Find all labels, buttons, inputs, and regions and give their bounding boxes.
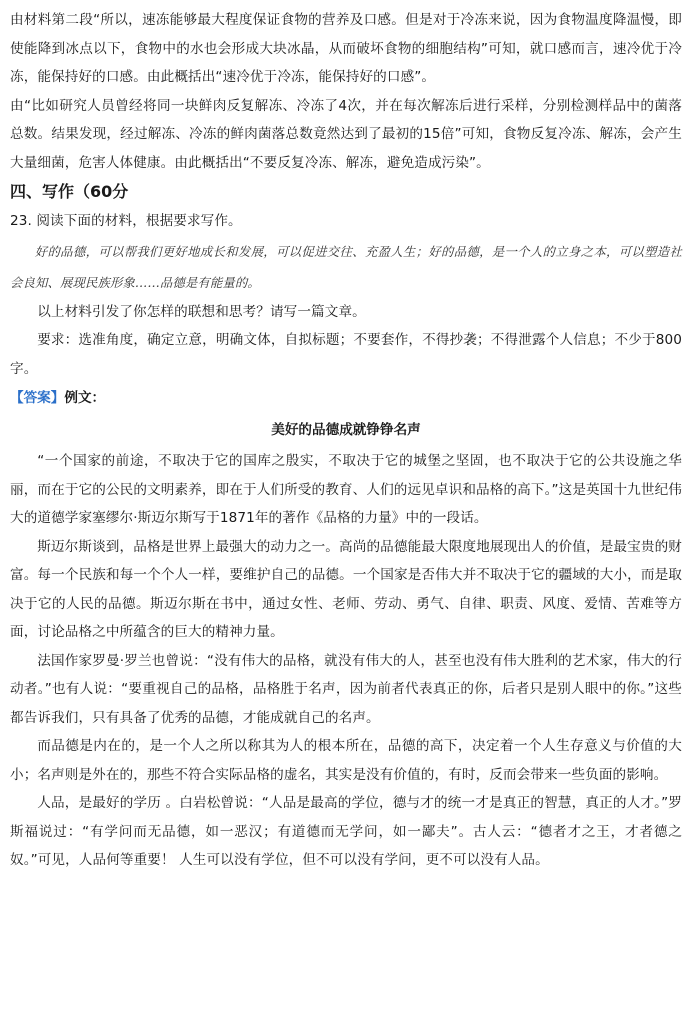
writing-prompt: 以上材料引发了你怎样的联想和思考？请写一篇文章。 — [37, 303, 366, 320]
answer-label: 例文： — [64, 390, 106, 406]
analysis-paragraph-2: 由“比如研究人员曾经将同一块鲜肉反复解冻、冷冻了4次，并在每次解冻后进行采样，分别检测样品中的菌落总数。结果发现，经过解冻、冷冻的鲜肉菌落总数竟然达到了最初的15倍”可知，食物反复冷冻、解冻，会产生大量细菌，危害人体健康。由此概括出“不要反复冷冻、解冻，避免造成污染”。 — [10, 97, 682, 171]
answer-line — [10, 383, 682, 413]
answer-tag: 【答案】 — [10, 390, 65, 406]
writing-material: 好的品德，可以帮我们更好地成长和发展，可以促进交往、充盈人生；好的品德，是一个人的立身之本，可以塑造社会良知、展现民族形象……品德是有能量的。 — [10, 243, 682, 290]
essay-paragraph: “一个国家的前途，不取决于它的国库之殷实，不取决于它的城堡之坚固，也不取决于它的公共设施之华丽，而在于它的公民的文明素养，即在于人们所受的教育、人们的远见卓识和品格的高下。”这是英国十九世纪伟大的道德学家塞缪尔·斯迈尔斯写于1871年的著作《品格的力量》中的一段话。 — [10, 453, 682, 526]
analysis-paragraph-1: 由材料第二段“所以，速冻能够最大程度保证食物的营养及口感。但是对于冷冻来说，因为食物温度降温慢，即使能降到冰点以下，食物中的水也会形成大块冰晶，从而破坏食物的细胞结构”可知，就口感而言，速冷优于冷冻，能保持好的口感。由此概括出“速冷优于冷冻，能保持好的口感”。 — [10, 12, 682, 85]
essay-paragraph: 斯迈尔斯谈到，品格是世界上最强大的动力之一。高尚的品德能最大限度地展现出人的价值，是最宝贵的财富。每一个民族和每一个个人一样，要维护自己的品德。一个国家是否伟大并不取决于它的疆域的大小，而是取决于它的人民的品德。斯迈尔斯在书中，通过女性、老师、劳动、勇气、自律、职责、风度、爱情、苦难等方面，讨论品格之中所蕴含的巨大的精神力量。 — [10, 538, 682, 640]
essay-title: 美好的品德成就铮铮名声 — [271, 422, 421, 438]
writing-question: 23. 阅读下面的材料，根据要求写作。 — [10, 213, 242, 229]
writing-section-heading: 四、写作（60分 — [10, 182, 129, 201]
essay-paragraph: 而品德是内在的，是一个人之所以称其为人的根本所在，品德的高下，决定着一个人生存意义与价值的大小；名声则是外在的，那些不符合实际品格的虚名，其实是没有价值的，有时，反而会带来一些负面的影响。 — [10, 738, 682, 783]
essay-paragraph: 法国作家罗曼·罗兰也曾说：“没有伟大的品格，就没有伟大的人，甚至也没有伟大胜利的艺术家，伟大的行动者。”也有人说：“要重视自己的品格，品格胜于名声，因为前者代表真正的你，后者只是别人眼中的你。”这些都告诉我们，只有具备了优秀的品德，才能成就自己的名声。 — [10, 652, 682, 726]
writing-requirement: 要求：选准角度，确定立意，明确文体，自拟标题；不要套作，不得抄袭；不得泄露个人信息；不少于800字。 — [10, 332, 682, 377]
essay-paragraph: 人品，是最好的学历 。白岩松曾说：“人品是最高的学位，德与才的统一才是真正的智慧，真正的人才。”罗斯福说过：“有学问而无品德，如一恶汉；有道德而无学问，如一鄙夫”。古人云：“德者才之王，才者德之奴。”可见，人品何等重要！ 人生可以没有学位，但不可以没有学问，更不可以没有人品。 — [10, 795, 682, 868]
